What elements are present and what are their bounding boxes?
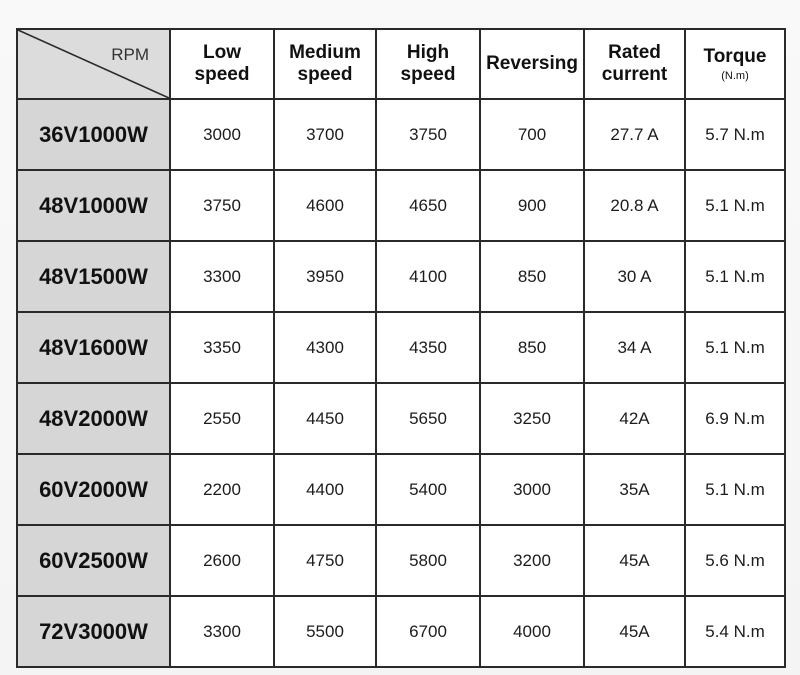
medium-speed-cell: 3950: [274, 241, 376, 312]
reversing-cell: 4000: [480, 596, 584, 667]
corner-header-cell: [17, 29, 170, 99]
reversing-cell: 850: [480, 241, 584, 312]
header-low-line1: Low: [203, 42, 241, 63]
medium-speed-cell: 4750: [274, 525, 376, 596]
header-row: [17, 29, 785, 99]
header-reversing-label: Reversing: [486, 53, 578, 74]
torque-cell: 5.7 N.m: [685, 99, 785, 170]
high-speed-cell: 3750: [376, 99, 480, 170]
medium-speed-cell: 4400: [274, 454, 376, 525]
model-cell: 48V1500W: [17, 241, 170, 312]
high-speed-cell: 5800: [376, 525, 480, 596]
high-speed-cell: 5650: [376, 383, 480, 454]
low-speed-cell: 2600: [170, 525, 274, 596]
medium-speed-cell: 3700: [274, 99, 376, 170]
low-speed-cell: 3000: [170, 99, 274, 170]
rated-current-cell: 30 A: [584, 241, 685, 312]
low-speed-cell: 3300: [170, 241, 274, 312]
medium-speed-cell: 4600: [274, 170, 376, 241]
rated-current-cell: 42A: [584, 383, 685, 454]
high-speed-cell: 4650: [376, 170, 480, 241]
model-cell: 48V2000W: [17, 383, 170, 454]
header-medium-speed: [274, 29, 376, 99]
rated-current-cell: 27.7 A: [584, 99, 685, 170]
table-row: [17, 383, 785, 454]
header-torque-unit: (N.m): [721, 70, 749, 82]
reversing-cell: 3250: [480, 383, 584, 454]
low-speed-cell: 2550: [170, 383, 274, 454]
model-cell: 48V1000W: [17, 170, 170, 241]
reversing-cell: 3200: [480, 525, 584, 596]
table-row: [17, 170, 785, 241]
torque-cell: 5.6 N.m: [685, 525, 785, 596]
table-row: [17, 596, 785, 667]
torque-cell: 5.1 N.m: [685, 312, 785, 383]
model-cell: 36V1000W: [17, 99, 170, 170]
rated-current-cell: 35A: [584, 454, 685, 525]
medium-speed-cell: 5500: [274, 596, 376, 667]
header-medium-line2: speed: [297, 64, 353, 85]
header-reversing: [480, 29, 584, 99]
medium-speed-cell: 4450: [274, 383, 376, 454]
table-row: [17, 241, 785, 312]
high-speed-cell: 5400: [376, 454, 480, 525]
header-low-line2: speed: [194, 64, 250, 85]
torque-cell: 5.1 N.m: [685, 241, 785, 312]
header-torque-label: Torque: [703, 46, 767, 67]
low-speed-cell: 3350: [170, 312, 274, 383]
rated-current-cell: 45A: [584, 596, 685, 667]
torque-cell: 6.9 N.m: [685, 383, 785, 454]
header-current-line2: current: [601, 64, 668, 85]
table-row: [17, 312, 785, 383]
low-speed-cell: 3300: [170, 596, 274, 667]
header-high-line1: High: [406, 42, 450, 63]
torque-cell: 5.1 N.m: [685, 454, 785, 525]
low-speed-cell: 2200: [170, 454, 274, 525]
low-speed-cell: 3750: [170, 170, 274, 241]
rpm-label: RPM: [111, 45, 149, 64]
model-cell: 60V2500W: [17, 525, 170, 596]
medium-speed-cell: 4300: [274, 312, 376, 383]
model-cell: 48V1600W: [17, 312, 170, 383]
reversing-cell: 850: [480, 312, 584, 383]
table-row: [17, 454, 785, 525]
rated-current-cell: 34 A: [584, 312, 685, 383]
rated-current-cell: 20.8 A: [584, 170, 685, 241]
header-low-speed: [170, 29, 274, 99]
high-speed-cell: 4100: [376, 241, 480, 312]
table-row: [17, 525, 785, 596]
model-cell: 72V3000W: [17, 596, 170, 667]
reversing-cell: 3000: [480, 454, 584, 525]
model-cell: 60V2000W: [17, 454, 170, 525]
rated-current-cell: 45A: [584, 525, 685, 596]
header-rated-current: [584, 29, 685, 99]
high-speed-cell: 4350: [376, 312, 480, 383]
header-medium-line1: Medium: [289, 42, 361, 63]
reversing-cell: 700: [480, 99, 584, 170]
header-high-speed: [376, 29, 480, 99]
high-speed-cell: 6700: [376, 596, 480, 667]
torque-cell: 5.4 N.m: [685, 596, 785, 667]
torque-cell: 5.1 N.m: [685, 170, 785, 241]
header-torque: [685, 29, 785, 99]
reversing-cell: 900: [480, 170, 584, 241]
table-row: [17, 99, 785, 170]
motor-spec-table: [16, 28, 786, 668]
header-current-line1: Rated: [608, 42, 661, 63]
header-high-line2: speed: [400, 64, 456, 85]
